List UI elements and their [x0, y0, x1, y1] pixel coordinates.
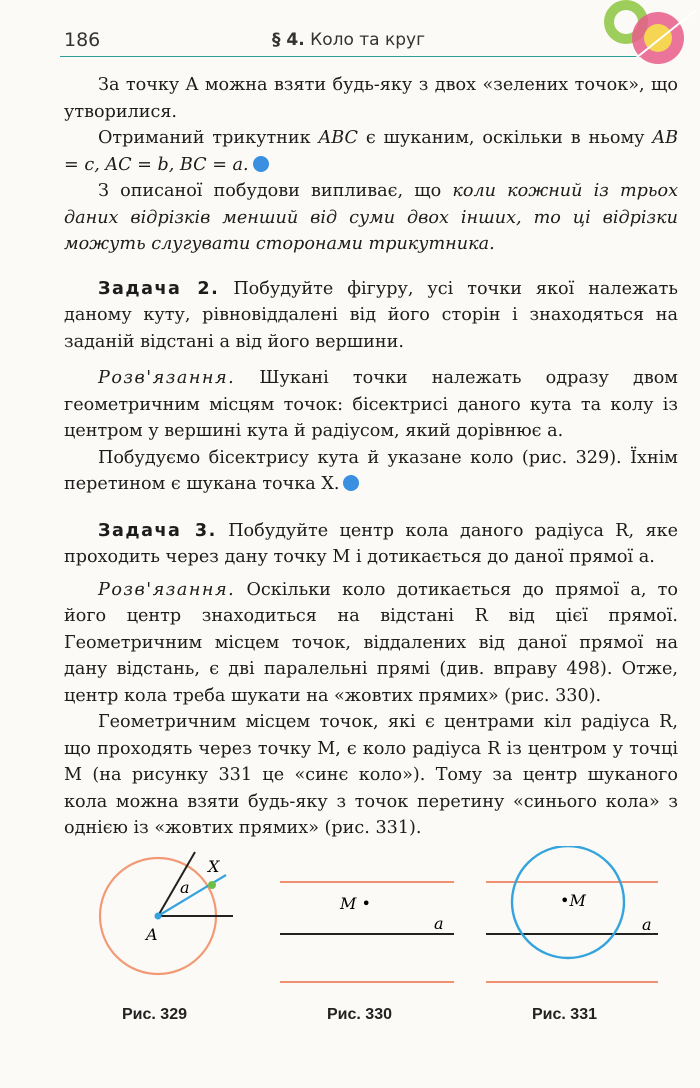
- label-x: X: [208, 857, 220, 876]
- end-marker-icon: [343, 475, 359, 491]
- solution-3-text: Оскільки коло дотикається до прямої a, то його центр знаходиться на відстані R від цієї прямої. Геометричним місцем точок, віддалених від даної прямої на дану відстань, є дві паралельні прямі (див. вправу 498). Отже, центр кола треба шукати на «жовтих прямих» (рис. 330).: [64, 579, 678, 706]
- section-title: [272, 30, 425, 50]
- section-label: § 4.: [272, 30, 305, 50]
- solution-label: Розв'язання.: [98, 368, 236, 388]
- task-2: [64, 276, 678, 356]
- p2-abc: ABC: [318, 128, 358, 148]
- p2-text-b: є шуканим, оскільки в ньому: [357, 128, 653, 148]
- task-2-text: Побудуйте фігуру, усі точки якої належать даному куту, рівновіддалені від його сторін і знаходяться на заданій відстані a від його вершини.: [64, 278, 678, 352]
- task-3: [64, 518, 678, 571]
- label-a: a: [180, 878, 190, 897]
- caption-329: Рис. 329: [122, 1006, 187, 1023]
- figure-329: [88, 850, 248, 1000]
- caption-330: Рис. 330: [327, 1006, 392, 1023]
- vertex-point: [155, 913, 162, 920]
- caption-331: Рис. 331: [532, 1006, 597, 1023]
- page-header: [0, 0, 700, 62]
- solution-2-p2: [64, 445, 678, 498]
- paragraph-3: [64, 178, 678, 258]
- page-number: 186: [64, 29, 101, 51]
- paragraph-2: [64, 125, 678, 178]
- header-rule: [60, 56, 640, 57]
- solution-label: Розв'язання.: [98, 579, 236, 600]
- solution-2-p2-text: Побудуємо бісектрису кута й указане коло (рис. 329). Їхнім перетином є шукана точка X.: [64, 447, 678, 494]
- label-m: •M: [560, 891, 586, 910]
- solution-2: [64, 365, 678, 445]
- task-3-text: Побудуйте центр кола даного радіуса R, яке проходить через дану точку M і дотикається до даної прямої a.: [64, 520, 678, 567]
- page-content: [64, 72, 678, 842]
- label-m: M •: [340, 894, 371, 913]
- p2-text-a: Отриманий трикутник: [98, 128, 319, 148]
- p2-equations: AB = c, AC = b, BC = a.: [64, 128, 679, 175]
- label-A: A: [146, 925, 158, 944]
- solution-3: [64, 577, 678, 710]
- p3-text: З описаної побудови випливає, що: [98, 181, 453, 201]
- label-a: a: [642, 915, 652, 934]
- point-x: [208, 881, 216, 889]
- task-2-label: Задача 2.: [98, 278, 220, 299]
- solution-3-p2: Геометричним місцем точок, які є центрами кіл радіуса R, що проходять через точку M, є коло радіуса R із центром у точці M (на рисунку 331 це «синє коло»). Тому за центр шуканого кола можна взяти будь-яку з точок перетину «синього кола» з однією із «жовтих прямих» (рис. 331).: [64, 712, 678, 838]
- geometry-logo-icon: [596, 0, 700, 70]
- paragraph-1: За точку A можна взяти будь-яку з двох «зелених точок», що утворилися.: [64, 75, 678, 122]
- p3-italic: коли кожний із трьох даних відрізків менший від суми двох інших, то ці відрізки можуть слугувати сторонами трикутника.: [64, 181, 678, 254]
- task-3-label: Задача 3.: [98, 520, 217, 541]
- figure-331: [484, 846, 664, 996]
- end-marker-icon: [253, 156, 269, 172]
- figure-330: [278, 870, 458, 990]
- solution-2-text: Шукані точки належать одразу двом геометричним місцям точок: бісектрисі даного кута та колу із центром у вершині кута й радіусом, який дорівнює a.: [64, 368, 678, 441]
- label-a: a: [434, 914, 444, 933]
- section-name: Коло та круг: [310, 30, 426, 50]
